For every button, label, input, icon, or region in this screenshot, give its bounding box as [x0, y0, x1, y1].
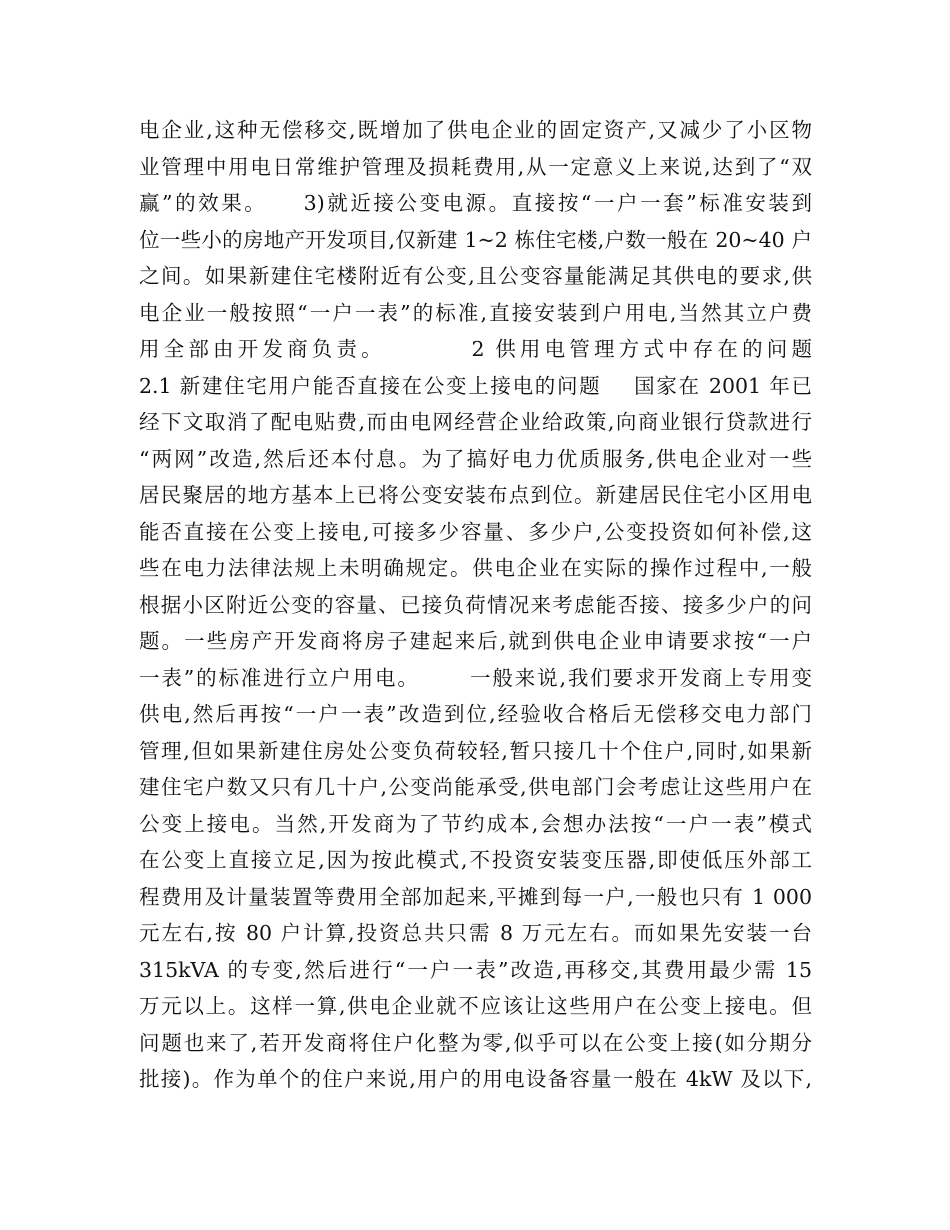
text-line: “两网”改造,然后还本付息。为了搞好电力优质服务,供电企业对一些: [139, 446, 812, 471]
text-line: 公变上接电。当然,开发商为了节约成本,会想办法按“一户一表”模式: [139, 811, 812, 836]
text-line: 位一些小的房地产开发项目,仅新建 1~2 栋住宅楼,户数一般在 20~40 户: [139, 227, 812, 252]
text-line: 问题也来了,若开发商将住户化整为零,似乎可以在公变上接(如分期分: [139, 1030, 812, 1055]
text-line: 些在电力法律法规上未明确规定。供电企业在实际的操作过程中,一般: [139, 556, 812, 580]
text-line: 根据小区附近公变的容量、已接负荷情况来考虑能否接、接多少户的问: [139, 592, 812, 617]
text-line: 能否直接在公变上接电,可接多少容量、多少户,公变投资如何补偿,这: [139, 519, 812, 544]
text-line: 万元以上。这样一算,供电企业就不应该让这些用户在公变上接电。但: [139, 994, 812, 1018]
text-line: 之间。如果新建住宅楼附近有公变,且公变容量能满足其供电的要求,供: [139, 264, 812, 288]
text-line: 建住宅户数又只有几十户,公变尚能承受,供电部门会考虑让这些用户在: [139, 775, 812, 799]
text-line: 题。一些房产开发商将房子建起来后,就到供电企业申请要求按“一户: [139, 629, 812, 653]
document-page: [139, 112, 812, 1098]
text-line: 赢”的效果。 3)就近接公变电源。直接按“一户一套”标准安装到: [139, 191, 812, 215]
text-line: 一表”的标准进行立户用电。 一般来说,我们要求开发商上专用变: [139, 665, 812, 690]
text-line: 居民聚居的地方基本上已将公变安装布点到位。新建居民住宅小区用电: [139, 483, 812, 507]
text-line: 315kVA 的专变,然后进行“一户一表”改造,再移交,其费用最少需 15: [139, 957, 812, 982]
text-line: 供电,然后再按“一户一表”改造到位,经验收合格后无偿移交电力部门: [139, 702, 812, 726]
text-line: 业管理中用电日常维护管理及损耗费用,从一定意义上来说,达到了“双: [139, 154, 812, 179]
text-line: 电企业一般按照“一户一表”的标准,直接安装到户用电,当然其立户费: [139, 300, 812, 325]
text-line: 用全部由开发商负责。 2 供用电管理方式中存在的问题: [139, 337, 812, 361]
text-line: 程费用及计量装置等费用全部加起来,平摊到每一户,一般也只有 1 000: [139, 884, 812, 909]
text-line: 元左右,按 80 户计算,投资总共只需 8 万元左右。而如果先安装一台: [139, 921, 812, 945]
text-line: 在公变上直接立足,因为按此模式,不投资安装变压器,即使低压外部工: [139, 848, 812, 872]
text-line: 2.1 新建住宅用户能否直接在公变上接电的问题 国家在 2001 年已: [139, 373, 812, 398]
text-line: 批接)。作为单个的住户来说,用户的用电设备容量一般在 4kW 及以下,: [139, 1067, 812, 1091]
text-line: 电企业,这种无偿移交,既增加了供电企业的固定资产,又减少了小区物: [139, 118, 812, 142]
text-line: 经下文取消了配电贴费,而由电网经营企业给政策,向商业银行贷款进行: [139, 410, 812, 434]
text-line: 管理,但如果新建住房处公变负荷较轻,暂只接几十个住户,同时,如果新: [139, 738, 812, 763]
